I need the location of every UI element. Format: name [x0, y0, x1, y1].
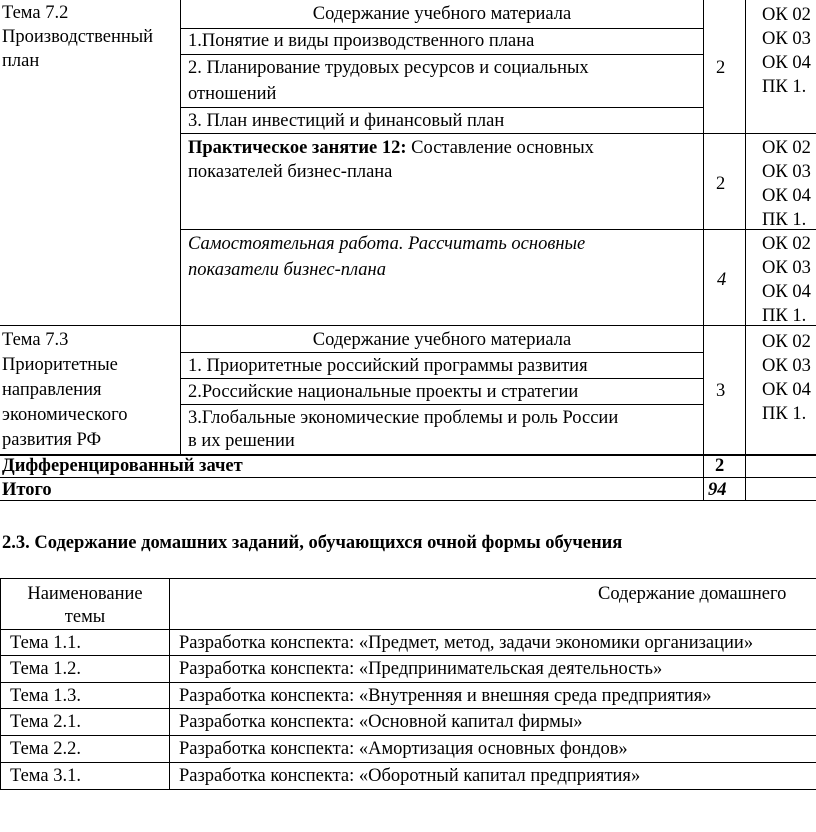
topic-title: Производственный	[2, 27, 154, 47]
header-content: Содержание домашнего	[598, 584, 787, 604]
table-rule	[703, 0, 704, 500]
table-rule	[0, 629, 816, 630]
topic-title: экономического	[2, 405, 128, 425]
row-task: Разработка конспекта: «Внутренняя и внешняя среда предприятия»	[179, 686, 712, 706]
competency-code: ПК 1.	[762, 404, 807, 424]
competency-code: ОК 03	[762, 356, 811, 376]
section-heading: 2.3. Содержание домашних заданий, обучающихся очной формы обучения	[2, 533, 623, 553]
content-item: отношений	[188, 84, 277, 104]
practical-text: показателей бизнес-плана	[188, 162, 393, 182]
table-rule	[180, 352, 703, 353]
row-task: Разработка конспекта: «Предмет, метод, задачи экономики организации»	[179, 633, 754, 653]
table-rule	[180, 229, 816, 230]
competency-code: ОК 04	[762, 53, 811, 73]
practical-description: Составление основных	[406, 138, 594, 158]
hours-value: 3	[716, 381, 726, 401]
topic-title: Приоритетные	[2, 355, 118, 375]
table-rule	[0, 762, 816, 763]
summary-hours: 94	[708, 480, 727, 500]
content-header: Содержание учебного материала	[312, 4, 572, 24]
summary-label: Дифференцированный зачет	[2, 456, 243, 476]
topic-title: план	[2, 51, 40, 71]
row-task: Разработка конспекта: «Амортизация основных фондов»	[179, 739, 628, 759]
competency-code: ПК 1.	[762, 210, 807, 230]
table-rule	[180, 0, 181, 456]
table-rule	[180, 404, 703, 405]
content-header: Содержание учебного материала	[312, 330, 572, 350]
competency-code: ПК 1.	[762, 306, 807, 326]
row-task: Разработка конспекта: «Предпринимательская деятельность»	[179, 659, 663, 679]
content-item: 1.Понятие и виды производственного плана	[188, 31, 535, 51]
table-rule	[0, 708, 816, 709]
header-topic: темы	[64, 607, 106, 627]
topic-title: направления	[2, 380, 102, 400]
row-topic: Тема 2.1.	[10, 712, 81, 732]
row-task: Разработка конспекта: «Основной капитал фирмы»	[179, 712, 583, 732]
row-topic: Тема 1.2.	[10, 659, 81, 679]
independent-work-text: показатели бизнес-плана	[188, 260, 386, 280]
competency-code: ОК 04	[762, 186, 811, 206]
topic-title: развития РФ	[2, 430, 102, 450]
competency-code: ОК 03	[762, 29, 811, 49]
competency-code: ОК 04	[762, 380, 811, 400]
content-item: 2. Планирование трудовых ресурсов и социальных	[188, 58, 589, 78]
row-topic: Тема 3.1.	[10, 766, 81, 786]
summary-label: Итого	[2, 480, 52, 500]
competency-code: ОК 02	[762, 234, 811, 254]
content-item: 2.Российские национальные проекты и стратегии	[188, 382, 579, 402]
competency-code: ПК 1.	[762, 77, 807, 97]
hours-value: 2	[716, 58, 726, 78]
row-topic: Тема 2.2.	[10, 739, 81, 759]
header-topic: Наименование	[27, 584, 143, 604]
table-rule	[0, 325, 816, 326]
content-item: 3. План инвестиций и финансовый план	[188, 111, 505, 131]
practical-text	[188, 136, 594, 160]
content-item: 1. Приоритетные российский программы развития	[188, 356, 588, 376]
row-topic: Тема 1.3.	[10, 686, 81, 706]
table-rule	[180, 107, 703, 108]
table-rule	[0, 500, 816, 501]
summary-hours: 2	[715, 456, 725, 476]
competency-code: ОК 03	[762, 258, 811, 278]
independent-work-text: Самостоятельная работа. Рассчитать основные	[188, 234, 586, 254]
table-rule	[180, 133, 816, 134]
competency-code: ОК 04	[762, 282, 811, 302]
content-item: 3.Глобальные экономические проблемы и роль России	[188, 408, 619, 428]
table-rule	[180, 378, 703, 379]
table-rule	[0, 578, 816, 579]
topic-title: Тема 7.3	[2, 330, 69, 350]
content-item: в их решении	[188, 431, 295, 451]
row-task: Разработка конспекта: «Оборотный капитал предприятия»	[179, 766, 641, 786]
table-rule	[745, 0, 746, 500]
table-rule	[0, 682, 816, 683]
topic-title: Тема 7.2	[2, 3, 69, 23]
table-rule	[0, 655, 816, 656]
practical-label: Практическое занятие 12:	[188, 138, 407, 158]
competency-code: ОК 02	[762, 5, 811, 25]
competency-code: ОК 02	[762, 138, 811, 158]
row-topic: Тема 1.1.	[10, 633, 81, 653]
table-rule	[169, 578, 170, 790]
table-rule	[0, 789, 816, 790]
hours-value: 4	[717, 270, 727, 290]
table-rule	[180, 54, 703, 55]
competency-code: ОК 02	[762, 332, 811, 352]
hours-value: 2	[716, 174, 726, 194]
table-rule	[0, 735, 816, 736]
competency-code: ОК 03	[762, 162, 811, 182]
